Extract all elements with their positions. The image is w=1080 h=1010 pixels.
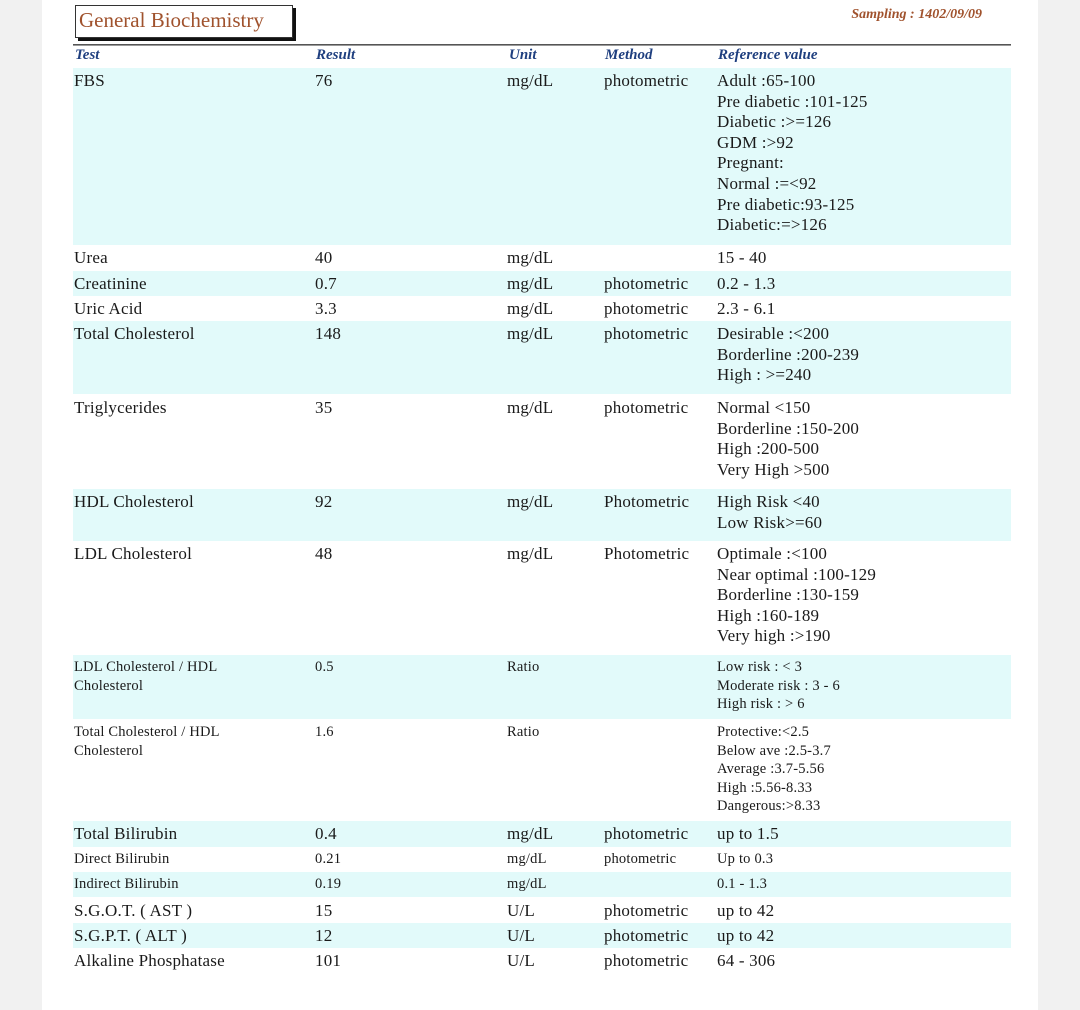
- reference-range: [717, 299, 775, 320]
- reference-line: Near optimal :100-129: [717, 564, 877, 584]
- table-row: [73, 872, 1011, 897]
- table-row: [73, 898, 1011, 923]
- reference-line: Normal :=<92: [717, 173, 817, 193]
- method: photometric: [604, 274, 689, 293]
- sampling-date: Sampling : 1402/09/09: [851, 7, 982, 22]
- unit: U/L: [507, 901, 535, 920]
- reference-line: Borderline :150-200: [717, 418, 860, 438]
- reference-line: Pre diabetic :101-125: [717, 91, 868, 111]
- reference-line: High :5.56-8.33: [717, 779, 813, 796]
- reference-range: [717, 324, 859, 386]
- reference-range: [717, 901, 774, 922]
- result-value: 0.4: [315, 824, 337, 843]
- result-value: 148: [315, 324, 342, 343]
- header-method: Method: [605, 47, 653, 63]
- method: Photometric: [604, 544, 690, 563]
- reference-range: [717, 850, 773, 869]
- reference-line: Normal <150: [717, 398, 811, 417]
- unit: mg/dL: [507, 398, 554, 417]
- table-row: [73, 821, 1011, 847]
- header-result: Result: [316, 47, 356, 63]
- reference-line: High :160-189: [717, 605, 820, 625]
- result-value: 92: [315, 492, 333, 511]
- reference-range: [717, 951, 775, 972]
- table-row: [73, 271, 1011, 296]
- table-row: [73, 541, 1011, 655]
- reference-range: [717, 248, 767, 269]
- unit: mg/dL: [507, 876, 547, 892]
- reference-line: Low risk : < 3: [717, 659, 803, 675]
- reference-range: [717, 398, 859, 480]
- reference-line: 15 - 40: [717, 248, 767, 267]
- test-name: LDL Cholesterol: [74, 544, 193, 563]
- header-unit: Unit: [509, 47, 537, 63]
- header-test: Test: [75, 47, 100, 63]
- test-name-line: Total Cholesterol / HDL: [74, 724, 220, 740]
- method: photometric: [604, 824, 689, 843]
- unit: mg/dL: [507, 299, 554, 318]
- unit: mg/dL: [507, 824, 554, 843]
- reference-line: Protective:<2.5: [717, 724, 810, 740]
- test-name: Direct Bilirubin: [74, 851, 170, 867]
- table-row: [73, 296, 1011, 321]
- header-rule: [73, 44, 1011, 46]
- method: photometric: [604, 324, 689, 343]
- reference-line: Very High >500: [717, 459, 830, 479]
- test-name: [74, 723, 220, 760]
- unit: Ratio: [507, 724, 540, 740]
- table-row: [73, 68, 1011, 245]
- unit: mg/dL: [507, 324, 554, 343]
- test-name: Total Cholesterol: [74, 324, 195, 343]
- test-name: Uric Acid: [74, 299, 143, 318]
- reference-line: High Risk <40: [717, 492, 820, 511]
- test-name: Creatinine: [74, 274, 147, 293]
- method: photometric: [604, 851, 677, 867]
- reference-line: Diabetic :>=126: [717, 112, 832, 132]
- reference-line: Diabetic:=>126: [717, 215, 827, 235]
- test-name: [74, 658, 217, 695]
- reference-line: Borderline :130-159: [717, 585, 860, 605]
- test-name: Indirect Bilirubin: [74, 876, 179, 892]
- reference-line: Dangerous:>8.33: [717, 798, 821, 815]
- test-name: Total Bilirubin: [74, 824, 178, 843]
- result-value: 0.7: [315, 274, 337, 293]
- method: photometric: [604, 901, 689, 920]
- reference-line: 0.1 - 1.3: [717, 876, 768, 892]
- result-value: 15: [315, 901, 333, 920]
- unit: mg/dL: [507, 544, 554, 563]
- result-value: 0.19: [315, 876, 342, 892]
- result-value: 76: [315, 71, 333, 90]
- reference-line: Up to 0.3: [717, 851, 774, 867]
- method: photometric: [604, 926, 689, 945]
- result-value: 0.5: [315, 659, 334, 675]
- reference-line: High risk : > 6: [717, 696, 805, 713]
- reference-range: [717, 544, 876, 647]
- unit: U/L: [507, 926, 535, 945]
- test-name: S.G.P.T. ( ALT ): [74, 926, 187, 945]
- result-value: 40: [315, 248, 333, 267]
- reference-line: Desirable :<200: [717, 324, 830, 343]
- reference-range: [717, 71, 868, 236]
- result-value: 3.3: [315, 299, 337, 318]
- result-value: 1.6: [315, 724, 334, 740]
- header-reference: Reference value: [718, 47, 818, 63]
- table-row: [73, 655, 1011, 719]
- reference-line: Optimale :<100: [717, 544, 828, 563]
- table-row: [73, 948, 1011, 973]
- unit: mg/dL: [507, 492, 554, 511]
- section-title: General Biochemistry: [79, 8, 264, 32]
- table-row: [73, 847, 1011, 872]
- unit: mg/dL: [507, 71, 554, 90]
- test-name: Triglycerides: [74, 398, 167, 417]
- reference-range: [717, 824, 779, 845]
- method: photometric: [604, 299, 689, 318]
- result-value: 48: [315, 544, 333, 563]
- test-name-line: LDL Cholesterol / HDL: [74, 659, 218, 675]
- reference-line: up to 42: [717, 901, 775, 920]
- reference-range: [717, 658, 840, 714]
- test-name-line: Cholesterol: [74, 677, 144, 694]
- reference-line: Pregnant:: [717, 153, 784, 173]
- reference-line: GDM :>92: [717, 132, 794, 152]
- reference-line: High : >=240: [717, 365, 812, 385]
- method: Photometric: [604, 492, 690, 511]
- test-name: Alkaline Phosphatase: [74, 951, 225, 970]
- reference-line: Pre diabetic:93-125: [717, 194, 855, 214]
- test-name: Urea: [74, 248, 108, 267]
- result-value: 101: [315, 951, 342, 970]
- table-row: [73, 245, 1011, 271]
- reference-line: 0.2 - 1.3: [717, 274, 776, 293]
- method: photometric: [604, 71, 689, 90]
- reference-line: Below ave :2.5-3.7: [717, 742, 831, 759]
- result-value: 12: [315, 926, 333, 945]
- reference-range: [717, 492, 822, 533]
- unit: U/L: [507, 951, 535, 970]
- table-row: [73, 720, 1011, 821]
- reference-line: Low Risk>=60: [717, 512, 823, 532]
- reference-line: Borderline :200-239: [717, 344, 860, 364]
- reference-line: Average :3.7-5.56: [717, 761, 825, 778]
- test-name: S.G.O.T. ( AST ): [74, 901, 193, 920]
- result-value: 0.21: [315, 851, 342, 867]
- reference-line: 2.3 - 6.1: [717, 299, 776, 318]
- section-title-box: [75, 5, 293, 38]
- unit: mg/dL: [507, 851, 547, 867]
- table-row: [73, 395, 1011, 489]
- method: photometric: [604, 951, 689, 970]
- result-value: 35: [315, 398, 333, 417]
- reference-line: 64 - 306: [717, 951, 776, 970]
- unit: mg/dL: [507, 274, 554, 293]
- reference-line: High :200-500: [717, 439, 820, 459]
- test-name: FBS: [74, 71, 105, 90]
- reference-line: up to 42: [717, 926, 775, 945]
- method: photometric: [604, 398, 689, 417]
- table-row: [73, 923, 1011, 948]
- reference-range: [717, 274, 775, 295]
- table-row: [73, 321, 1011, 394]
- reference-line: Adult :65-100: [717, 71, 816, 90]
- reference-range: [717, 723, 831, 816]
- reference-line: Very high :>190: [717, 626, 831, 646]
- reference-range: [717, 875, 767, 894]
- reference-line: up to 1.5: [717, 824, 779, 843]
- reference-line: Moderate risk : 3 - 6: [717, 677, 840, 694]
- test-name-line: Cholesterol: [74, 742, 144, 759]
- test-name: HDL Cholesterol: [74, 492, 194, 511]
- unit: mg/dL: [507, 248, 554, 267]
- table-row: [73, 489, 1011, 541]
- reference-range: [717, 926, 774, 947]
- unit: Ratio: [507, 659, 540, 675]
